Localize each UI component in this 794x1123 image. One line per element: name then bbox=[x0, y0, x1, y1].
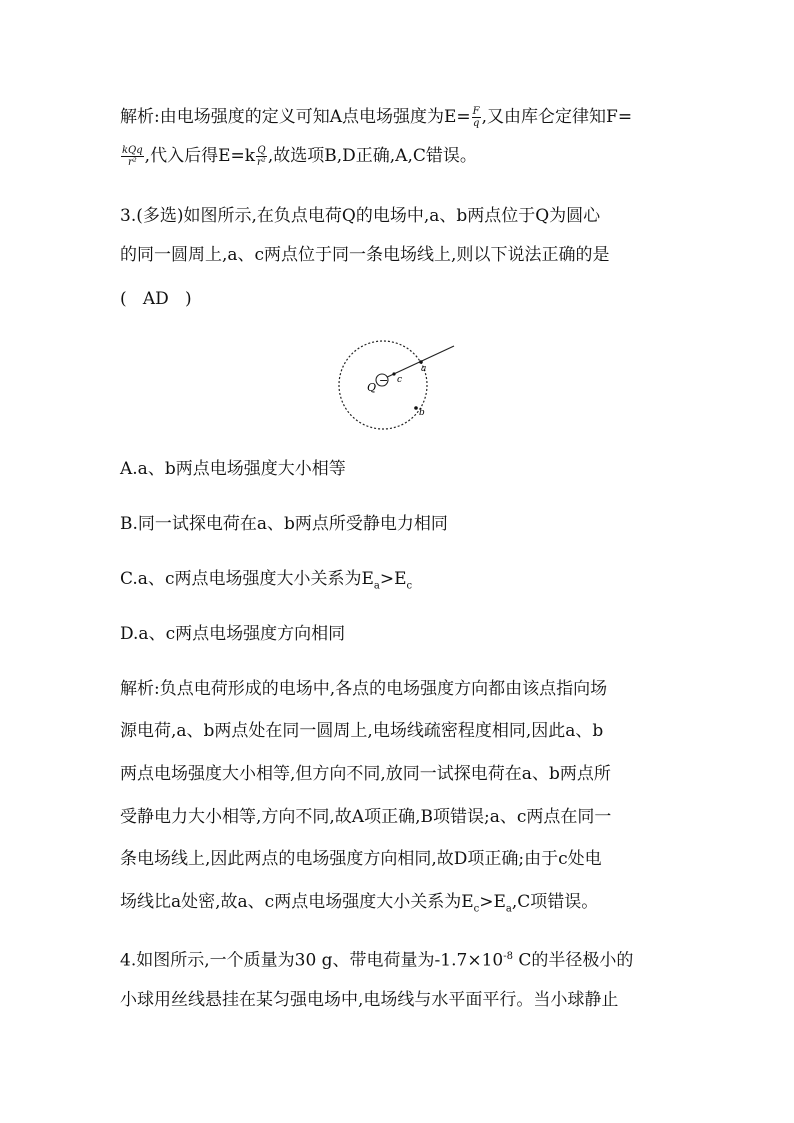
option-D: D.a、c两点电场强度方向相同 bbox=[120, 624, 346, 644]
text: C的半径极小的 bbox=[512, 950, 634, 971]
fraction-Q-over-r2 bbox=[256, 145, 267, 168]
analysis3-line4: 受静电力大小相等,方向不同,故A项正确,B项错误;a、c两点在同一 bbox=[120, 807, 612, 827]
question3-answer: ( AD ) bbox=[120, 289, 192, 309]
fraction-kQq-over-r2 bbox=[121, 145, 144, 168]
option-A: A.a、b两点电场强度大小相等 bbox=[120, 459, 346, 479]
question3-line1: 3.(多选)如图所示,在负点电荷Q的电场中,a、b两点位于Q为圆心 bbox=[120, 206, 601, 226]
analysis3-line2: 源电荷,a、b两点处在同一圆周上,电场线疏密程度相同,因此a、b bbox=[120, 721, 604, 741]
frac-num: Q bbox=[257, 145, 266, 156]
analysis3-line3: 两点电场强度大小相等,但方向不同,放同一试探电荷在a、b两点所 bbox=[120, 764, 611, 784]
text: 场线比a处密,故a、c两点电场强度大小关系为E bbox=[120, 892, 474, 912]
analysis3-line6 bbox=[120, 891, 598, 920]
analysis1-line2 bbox=[120, 145, 477, 168]
point-b bbox=[414, 406, 418, 410]
point-c bbox=[392, 372, 395, 375]
frac-den: r² bbox=[127, 157, 137, 168]
text: ,又由库仑定律知F= bbox=[481, 107, 633, 127]
text: ,C项错误。 bbox=[511, 892, 599, 912]
frac-den: r² bbox=[257, 157, 266, 168]
text: 解析:由电场强度的定义可知A点电场强度为E= bbox=[120, 107, 471, 127]
subscript: a bbox=[373, 580, 380, 592]
frac-num: F bbox=[472, 106, 480, 117]
analysis3-line1: 解析:负点电荷形成的电场中,各点的电场强度方向都由该点指向场 bbox=[120, 679, 608, 699]
question4-line1 bbox=[120, 946, 633, 972]
label-Q: Q bbox=[367, 381, 377, 394]
text: >E bbox=[479, 892, 506, 912]
subscript: c bbox=[473, 903, 480, 915]
frac-den: q bbox=[472, 118, 480, 129]
subscript: a bbox=[505, 903, 512, 915]
frac-num: kQq bbox=[122, 145, 143, 156]
label-a: a bbox=[421, 364, 427, 374]
text: C.a、c两点电场强度大小关系为E bbox=[120, 569, 374, 589]
text: ,故选项B,D正确,A,C错误。 bbox=[267, 146, 477, 166]
label-c: c bbox=[397, 375, 403, 385]
question3-line2: 的同一圆周上,a、c两点位于同一条电场线上,则以下说法正确的是 bbox=[120, 245, 610, 265]
text: 4.如图所示,一个质量为30 g、带电荷量为-1.7×10 bbox=[120, 950, 504, 971]
text: ,代入后得E=k bbox=[144, 146, 256, 166]
fraction-F-over-q bbox=[472, 106, 481, 129]
analysis1-line1 bbox=[120, 106, 632, 129]
minus-sign: − bbox=[379, 374, 389, 387]
subscript: c bbox=[406, 580, 413, 592]
analysis3-line5: 条电场线上,因此两点的电场强度方向相同,故D项正确;由于c处电 bbox=[120, 849, 602, 869]
text: >E bbox=[379, 569, 407, 589]
option-C bbox=[120, 568, 412, 597]
option-B: B.同一试探电荷在a、b两点所受静电力相同 bbox=[120, 514, 448, 534]
charge-field-figure bbox=[330, 338, 465, 433]
superscript: -8 bbox=[503, 951, 513, 962]
label-b: b bbox=[419, 408, 425, 418]
question4-line2: 小球用丝线悬挂在某匀强电场中,电场线与水平面平行。当小球静止 bbox=[120, 990, 619, 1010]
